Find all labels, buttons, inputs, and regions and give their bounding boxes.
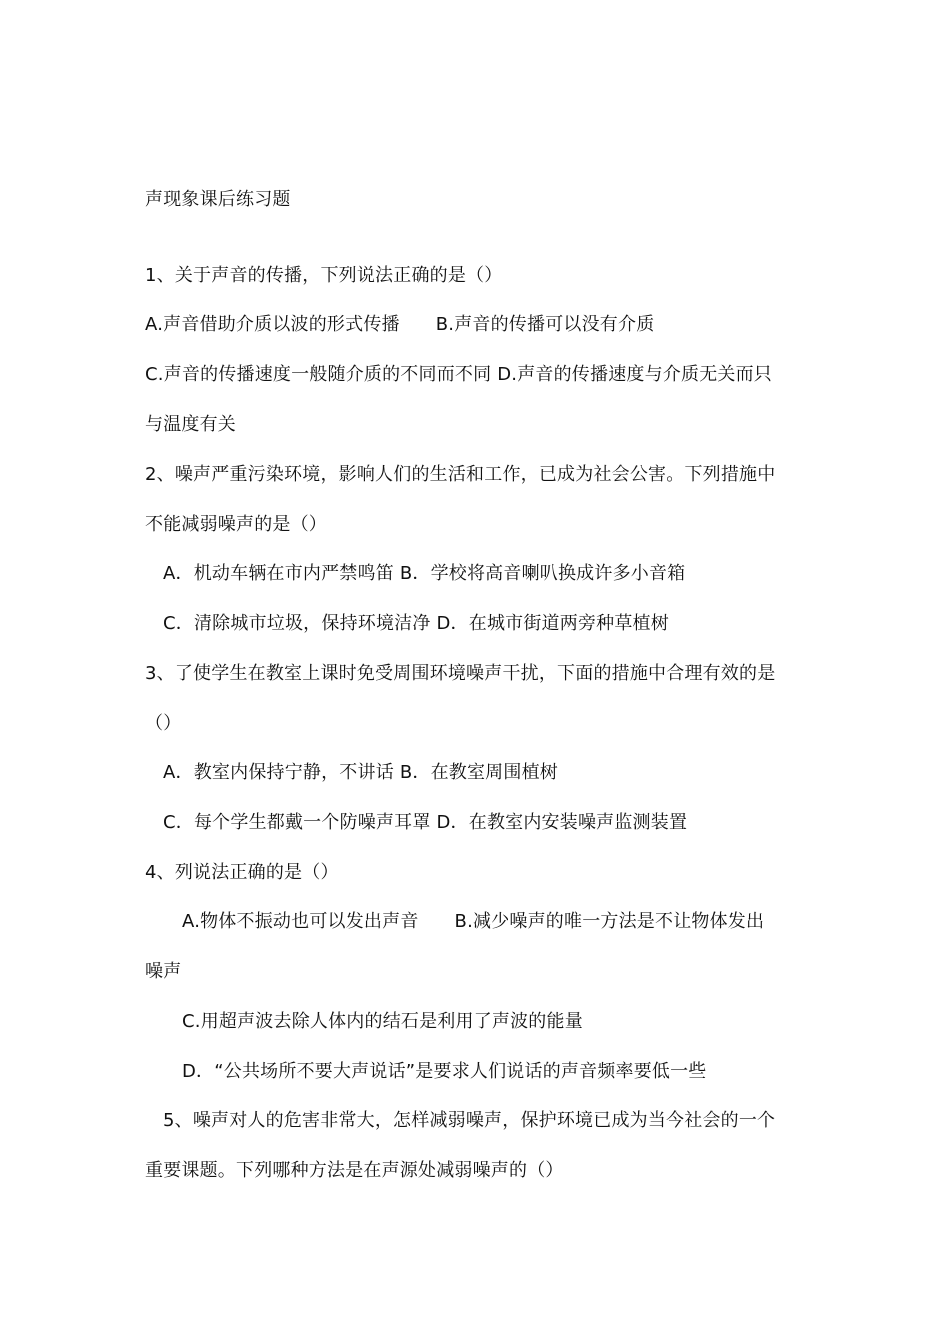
question-4-option-d: D．“公共场所不要大声说话”是要求人们说话的声音频率要低一些 [182, 1061, 707, 1082]
document-title: 声现象课后练习题 [145, 189, 291, 210]
question-2-options-cd: C．清除城市垃圾，保持环境洁净 D．在城市街道两旁种草植树 [163, 613, 669, 634]
question-2-options-ab: A．机动车辆在市内严禁鸣笛 B．学校将高音喇叭换成许多小音箱 [163, 563, 686, 584]
question-5-stem-line1: 5、噪声对人的危害非常大，怎样减弱噪声，保护环境已成为当今社会的一个 [163, 1110, 776, 1131]
question-1-option-b: B.声音的传播可以没有介质 [435, 314, 655, 335]
question-3-stem-line2: （） [145, 713, 182, 734]
question-2-stem-line2: 不能减弱噪声的是（） [145, 514, 327, 535]
question-1-options-cd-line1: C.声音的传播速度一般随介质的不同而不同 D.声音的传播速度与介质无关而只 [145, 364, 772, 385]
question-4-options-ab [182, 910, 764, 934]
question-4-option-c: C.用超声波去除人体内的结石是利用了声波的能量 [182, 1011, 583, 1032]
question-4-option-b: B.减少噪声的唯一方法是不让物体发出 [454, 911, 765, 932]
question-3-stem-line1: 3、了使学生在教室上课时免受周围环境噪声干扰，下面的措施中合理有效的是 [145, 663, 776, 684]
question-5-stem-line2: 重要课题。下列哪种方法是在声源处减弱噪声的（） [145, 1160, 564, 1181]
question-2-stem-line1: 2、噪声严重污染环境，影响人们的生活和工作，已成为社会公害。下列措施中 [145, 464, 776, 485]
question-4-stem: 4、列说法正确的是（） [145, 862, 339, 883]
question-4-option-a: A.物体不振动也可以发出声音 [182, 911, 419, 932]
question-4-option-b-continued: 噪声 [145, 961, 182, 982]
question-1-options-cd-line2: 与温度有关 [145, 414, 236, 435]
question-3-options-ab: A．教室内保持宁静，不讲话 B．在教室周围植树 [163, 762, 558, 783]
question-1-options-ab [145, 313, 654, 337]
question-3-options-cd: C．每个学生都戴一个防噪声耳罩 D．在教室内安装噪声监测装置 [163, 812, 688, 833]
question-1-stem: 1、关于声音的传播，下列说法正确的是（） [145, 265, 503, 286]
question-1-option-a: A.声音借助介质以波的形式传播 [145, 314, 400, 335]
